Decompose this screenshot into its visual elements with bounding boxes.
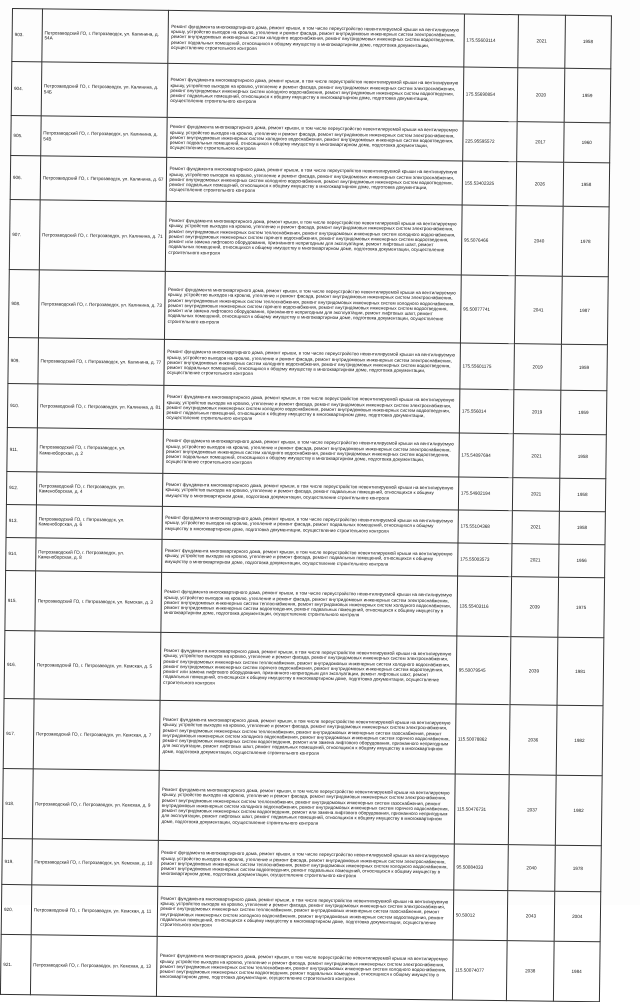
address-cell: Петрозаводский ГО, г. Петрозаводск, ул. Каменоборская, д. 4 xyxy=(36,472,163,507)
row-number: 919. xyxy=(2,838,32,884)
address-cell: Петрозаводский ГО, г. Петрозаводск, ул. Кемская, д. 3 xyxy=(35,571,162,633)
cost-cell: 115.50476731 xyxy=(454,774,509,845)
row-number: 920. xyxy=(1,884,31,934)
year-work-cell: 2021 xyxy=(513,478,560,512)
cost-cell: 175.55601175 xyxy=(460,343,515,390)
cost-cell: 175.55104368 xyxy=(458,510,513,544)
works-cell: Ремонт фундамента многоквартирного дома, ремонт крыши, в том числе переустройство невентилируемой крыши на вентилируемую крышу, устройство выходов на кровлю, утепление и ремонт фасада, ремонт внутридомовых инженерных систем электроснабжения, ремонт внутридомовых инженерных систем холодного водоснабжения, ремонт внутридомовых инженерных систем водоотведения, ремонт подвальных помещений, относящихся к общему имуществу в многоквартирном доме, подготовка документации, осуществление строительного контроля xyxy=(167,157,463,205)
works-cell: Ремонт фундамента многоквартирного дома, ремонт крыши, в том числе переустройство невентилируемой крыши на вентилируемую крышу, устройство выходов на кровлю, утепление и ремонт фасада, ремонт внутридомовых инженерных систем электроснабжения, ремонт внутридомовых инженерных систем холодного водоснабжения, ремонт внутридомовых инженерных систем водоотведения, ремонт подвальных помещений, относящихся к общему имуществу в многоквартирном доме, подготовка документации, осуществление строительного контроля xyxy=(167,117,463,161)
year-work-cell: 2043 xyxy=(507,891,554,942)
address-cell: Петрозаводский ГО, г. Петрозаводск, ул. Кемская, д. 5 xyxy=(34,631,161,701)
row-number: 904. xyxy=(11,62,42,116)
year-built-cell: 1982 xyxy=(556,705,603,776)
address-cell: Петрозаводский ГО, г. Петрозаводск, ул. Кемская, д. 7 xyxy=(33,699,160,771)
year-built-cell: 1959 xyxy=(564,68,611,123)
year-built-cell: 1978 xyxy=(562,206,609,277)
row-number: 906. xyxy=(10,155,40,199)
table-row xyxy=(12,9,612,69)
cost-cell: 175.55003573 xyxy=(457,543,512,577)
row-number: 907. xyxy=(9,199,40,269)
cost-cell: 115.50078862 xyxy=(455,704,510,775)
works-cell: Ремонт фундамента многоквартирного дома, ремонт крыши, в том числе переустройство невентилируемой крыши на вентилируемую крышу, устройство выходов на кровлю, утепление и ремонт фасада, ремонт внутридомовых инженерных систем электроснабжения, ремонт внутридомовых инженерных систем холодного водоснабжения, ремонт внутридомовых инженерных систем водоотведения, ремонт подвальных помещений, относящихся к общему имуществу в многоквартирном доме, подготовка документации, осуществление строительного контроля xyxy=(163,429,459,477)
cost-cell: 175.54902194 xyxy=(458,477,513,511)
year-built-cell: 1981 xyxy=(557,637,604,706)
cost-cell: 155.53402325 xyxy=(462,161,517,206)
cost-cell: 175.55603114 xyxy=(464,14,519,68)
year-work-cell: 2021 xyxy=(518,15,565,69)
works-cell: Ремонт фундамента многоквартирного дома, ремонт крыши, в том числе переустройство невентилируемой крыши на вентилируемую крышу, устройство выходов на кровлю, утепление и ремонт фасада, ремонт внутридомовых инженерных систем электроснабжения, ремонт внутридомовых инженерных систем теплоснабжения, ремонт внутридомовых инженерных систем холодного водоснабжения, ремонт внутридомовых инженерных систем водоотведения, ремонт подвальных помещений, относящихся к общему имуществу в многоквартирном доме, подготовка документации, осуществление строительного контроля xyxy=(157,936,453,1000)
year-work-cell: 2019 xyxy=(514,344,561,391)
year-built-cell: 1958 xyxy=(559,434,606,479)
row-number: 917. xyxy=(3,698,34,768)
year-built-cell: 1982 xyxy=(555,775,602,846)
address-cell: Петрозаводский ГО, г. Петрозаводск, ул. Кемская, д. 13 xyxy=(30,935,157,997)
address-cell: Петрозаводский ГО, г. Петрозаводск, ул. Калинина, д. 81 xyxy=(37,384,164,430)
address-cell: Петрозаводский ГО, г. Петрозаводск, ул. Кемская, д. 11 xyxy=(31,885,158,937)
year-built-cell: 1975 xyxy=(558,577,605,638)
address-cell: Петрозаводский ГО, г. Петрозаводск, ул. Калинина, д. 71 xyxy=(39,200,166,272)
table-row xyxy=(10,155,609,206)
cost-cell: 50.50012 xyxy=(453,890,508,941)
year-built-cell: 1958 xyxy=(559,511,606,545)
address-cell: Петрозаводский ГО, г. Петрозаводск, ул. Калинина, д. 54Б xyxy=(41,62,168,118)
year-work-cell: 2021 xyxy=(513,434,560,479)
address-cell: Петрозаводский ГО, г. Петрозаводск, ул. Калинина, д. 54А xyxy=(42,9,169,64)
address-cell: Петрозаводский ГО, г. Петрозаводск, ул. Кемская, д. 9 xyxy=(32,769,159,841)
year-built-cell: 2004 xyxy=(554,891,601,942)
year-built-cell: 1959 xyxy=(561,344,608,391)
row-number: 912. xyxy=(6,471,36,504)
table-row xyxy=(3,698,603,775)
year-work-cell: 2040 xyxy=(516,206,563,277)
works-cell: Ремонт фундамента многоквартирного дома, ремонт крыши, в том числе переустройство невентилируемой крыши на вентилируемую крышу, устройство выходов на кровлю, утепление и ремонт фасада, ремонт внутридомовых инженерных систем электроснабжения, ремонт внутридомовых инженерных систем теплоснабжения, ремонт внутридомовых инженерных систем холодного водоснабжения, ремонт внутридомовых инженерных систем горячего водоснабжения, ремонт внутридомовых инженерных систем водоотведения, ремонт или замена лифтового оборудования, признанного непригодным для эксплуатации, ремонт лифтовых шахт, ремонт подвальных помещений, относящихся к общему имуществу в многоквартирном доме, подготовка документации, осуществление строительного контроля xyxy=(165,271,461,343)
year-built-cell: 1978 xyxy=(554,845,601,892)
row-number: 910. xyxy=(7,383,37,427)
year-work-cell: 2019 xyxy=(514,390,561,435)
works-cell: Ремонт фундамента многоквартирного дома, ремонт крыши, в том числе переустройство невентилируемой крыши на вентилируемую крышу, устройство выходов на кровлю, утепление и ремонт фасада, ремонт внутридомовых инженерных систем электроснабжения, ремонт внутридомовых инженерных систем теплоснабжения, ремонт внутридомовых инженерных систем холодного водоснабжения, ремонт внутридомовых инженерных систем горячего водоснабжения, ремонт внутридомовых инженерных систем водоотведения, ремонт или замена лифтового оборудования, признанного непригодным для эксплуатации, ремонт лифтовых шахт, ремонт подвальных помещений, относящихся к общему имуществу в многоквартирном доме, подготовка документации, осуществление строительного контроля xyxy=(160,632,456,704)
row-number: 916. xyxy=(4,630,35,698)
year-work-cell: 2041 xyxy=(515,276,562,345)
works-cell: Ремонт фундамента многоквартирного дома, ремонт крыши, в том числе переустройство невентилируемой крыши на вентилируемую крышу, устройство выходов на кровлю, утепление и ремонт фасада, ремонт подвальных помещений, относящихся к общему имуществу в многоквартирном доме, подготовка документации, осуществление строительного контроля xyxy=(163,473,459,510)
row-number: 914. xyxy=(6,537,36,570)
year-work-cell: 2040 xyxy=(508,845,555,892)
year-work-cell: 2017 xyxy=(517,122,564,163)
year-work-cell: 2026 xyxy=(516,162,563,207)
row-number: 921. xyxy=(0,934,31,994)
cost-cell: 95.50077741 xyxy=(460,275,515,344)
address-cell: Петрозаводский ГО, г. Петрозаводск, ул. Каменоборская, д. 6 xyxy=(36,505,163,540)
row-number: 913. xyxy=(6,504,36,537)
year-work-cell: 2036 xyxy=(510,705,557,776)
cost-cell: 175.55690854 xyxy=(463,67,518,122)
cost-cell: 225.95595572 xyxy=(462,121,517,162)
address-cell: Петрозаводский ГО, г. Петрозаводск, ул. Каменоборская, д. 2 xyxy=(37,428,164,474)
cost-cell: 135.55403116 xyxy=(457,576,512,637)
row-number: 918. xyxy=(2,768,33,838)
year-built-cell: 1958 xyxy=(559,478,606,512)
year-work-cell: 2039 xyxy=(510,637,557,706)
capital-repair-table xyxy=(0,8,612,1002)
row-number: 908. xyxy=(8,269,39,337)
year-built-cell: 1958 xyxy=(564,15,611,69)
table-row xyxy=(7,383,606,434)
year-work-cell: 2039 xyxy=(511,577,558,638)
table-row xyxy=(11,62,611,123)
year-built-cell: 1958 xyxy=(563,162,610,207)
row-number: 903. xyxy=(12,9,42,62)
cost-cell: 95.50079545 xyxy=(456,636,511,705)
works-cell: Ремонт фундамента многоквартирного дома, ремонт крыши, в том числе переустройство невентилируемой крыши на вентилируемую крышу, устройство выходов на кровлю, утепление и ремонт фасада, ремонт внутридомовых инженерных систем электроснабжения, ремонт внутридомовых инженерных систем холодного водоснабжения, ремонт внутридомовых инженерных систем водоотведения, ремонт подвальных помещений, относящихся к общему имуществу в многоквартирном доме, подготовка документации, осуществление строительного контроля xyxy=(164,385,460,433)
year-work-cell: 2037 xyxy=(509,775,556,846)
year-built-cell: 1960 xyxy=(563,122,610,163)
table-row xyxy=(8,269,608,344)
table-row xyxy=(1,884,601,941)
cost-cell: 175.54897694 xyxy=(459,433,514,478)
table-row xyxy=(8,337,608,390)
works-cell: Ремонт фундамента многоквартирного дома, ремонт крыши, в том числе переустройство невентилируемой крыши на вентилируемую крышу, устройство выходов на кровлю, утепление и ремонт фасада, ремонт внутридомовых инженерных систем электроснабжения, ремонт внутридомовых инженерных систем холодного водоснабжения, ремонт внутридомовых инженерных систем водоотведения, ремонт подвальных помещений, относящихся к общему имуществу в многоквартирном доме, подготовка документации, осуществление строительного контроля xyxy=(168,10,464,67)
table-row xyxy=(4,630,604,705)
works-cell: Ремонт фундамента многоквартирного дома, ремонт крыши, в том числе переустройство невентилируемой крыши на вентилируемую крышу, устройство выходов на кровлю, утепление и ремонт фасада, ремонт подвальных помещений, относящихся к общему имуществу в многоквартирном доме, подготовка документации, осуществление строительного контроля xyxy=(162,539,458,576)
year-work-cell: 2020 xyxy=(517,68,564,123)
address-cell: Петрозаводский ГО, г. Петрозаводск, ул. Калинина, д. 54В xyxy=(41,116,168,158)
table-row xyxy=(0,934,600,1001)
cost-cell: 175.556014 xyxy=(459,389,514,434)
works-cell: Ремонт фундамента многоквартирного дома, ремонт крыши, в том числе переустройство невентилируемой крыши на вентилируемую крышу, устройство выходов на кровлю, утепление и ремонт фасада, ремонт внутридомовых инженерных систем электроснабжения, ремонт внутридомовых инженерных систем теплоснабжения, ремонт внутридомовых инженерных систем газоснабжения, ремонт внутридомовых инженерных систем холодного водоснабжения, ремонт внутридомовых инженерных систем водоотведения, ремонт подвальных помещений, относящихся к общему имуществу в многоквартирном доме, подготовка документации, осуществление строительного контроля xyxy=(158,886,454,940)
row-number: 909. xyxy=(8,337,38,383)
year-work-cell: 2021 xyxy=(512,544,559,578)
works-cell: Ремонт фундамента многоквартирного дома, ремонт крыши, в том числе переустройство невентилируемой крыши на вентилируемую крышу, устройство выходов на кровлю, утепление и ремонт фасада, ремонт внутридомовых инженерных систем электроснабжения, ремонт внутридомовых инженерных систем теплоснабжения, ремонт внутридомовых инженерных систем газоснабжения, ремонт внутридомовых инженерных систем холодного водоснабжения, ремонт внутридомовых инженерных систем горячего водоснабжения, ремонт внутридомовых инженерных систем водоотведения, ремонт или замена лифтового оборудования, признанного непригодным для эксплуатации, ремонт лифтовых шахт, ремонт подвальных помещений, относящихся к общему имуществу в многоквартирном доме, подготовка документации, осуществление строительного контроля xyxy=(159,770,455,844)
address-cell: Петрозаводский ГО, г. Петрозаводск, ул. Калинина, д. 67 xyxy=(40,156,167,202)
year-built-cell: 1959 xyxy=(560,390,607,435)
works-cell: Ремонт фундамента многоквартирного дома, ремонт крыши, в том числе переустройство невентилируемой крыши на вентилируемую крышу, устройство выходов на кровлю, утепление и ремонт фасада, ремонт внутридомовых инженерных систем электроснабжения, ремонт внутридомовых инженерных систем теплоснабжения, ремонт внутридомовых инженерных систем холодного водоснабжения, ремонт внутридомовых инженерных систем горячего водоснабжения, ремонт внутридомовых инженерных систем водоотведения, ремонт или замена лифтового оборудования, признанного непригодным для эксплуатации, ремонт лифтовых шахт, ремонт подвальных помещений, относящихся к общему имуществу в многоквартирном доме, подготовка документации, осуществление строительного контроля xyxy=(166,201,462,275)
address-cell: Петрозаводский ГО, г. Петрозаводск, ул. Калинина, д. 77 xyxy=(38,338,165,386)
works-cell: Ремонт фундамента многоквартирного дома, ремонт крыши, в том числе переустройство невентилируемой крыши на вентилируемую крышу, устройство выходов на кровлю, утепление и ремонт фасада, ремонт внутридомовых инженерных систем электроснабжения, ремонт внутридомовых инженерных систем холодного водоснабжения, ремонт внутридомовых инженерных систем водоотведения, ремонт подвальных помещений, относящихся к общему имуществу в многоквартирном доме, подготовка документации, осуществление строительного контроля xyxy=(164,339,460,389)
works-cell: Ремонт фундамента многоквартирного дома, ремонт крыши, в том числе переустройство невентилируемой крыши на вентилируемую крышу, устройство выходов на кровлю, утепление и ремонт фасада, ремонт внутридомовых инженерных систем электроснабжения, ремонт внутридомовых инженерных систем теплоснабжения, ремонт внутридомовых инженерных систем газоснабжения, ремонт внутридомовых инженерных систем холодного водоснабжения, ремонт внутридомовых инженерных систем горячего водоснабжения, ремонт внутридомовых инженерных систем водоотведения, ремонт или замена лифтового оборудования, признанного непригодным для эксплуатации, ремонт лифтовых шахт, ремонт подвальных помещений, относящихся к общему имуществу в многоквартирном доме, подготовка документации, осуществление строительного контроля xyxy=(160,700,456,774)
address-cell: Петрозаводский ГО, г. Петрозаводск, ул. Калинина, д. 73 xyxy=(38,270,165,340)
table-row xyxy=(9,199,609,276)
year-built-cell: 1956 xyxy=(558,544,605,578)
table-row xyxy=(7,427,606,478)
year-built-cell: 1987 xyxy=(561,276,608,345)
table-row xyxy=(2,768,602,845)
year-work-cell: 2021 xyxy=(512,511,559,545)
works-cell: Ремонт фундамента многоквартирного дома, ремонт крыши, в том числе переустройство невентилируемой крыши на вентилируемую крышу, устройство выходов на кровлю, утепление и ремонт фасада, ремонт внутридомовых инженерных систем электроснабжения, ремонт внутридомовых инженерных систем теплоснабжения, ремонт внутридомовых инженерных систем холодного водоснабжения, ремонт внутридомовых инженерных систем водоотведения, ремонт подвальных помещений, относящихся к общему имуществу в многоквартирном доме, подготовка документации, осуществление строительного контроля xyxy=(161,572,457,636)
year-built-cell: 1984 xyxy=(553,941,600,1002)
table-row xyxy=(5,570,605,637)
row-number: 905. xyxy=(11,115,41,155)
cost-cell: 115.50074077 xyxy=(452,940,507,1001)
year-work-cell: 2038 xyxy=(507,941,554,1002)
works-cell: Ремонт фундамента многоквартирного дома, ремонт крыши, в том числе переустройство невентилируемой крыши на вентилируемую крышу, устройство выходов на кровлю, утепление и ремонт фасада, ремонт подвальных помещений, относящихся к общему имуществу в многоквартирном доме, подготовка документации, осуществление строительного контроля xyxy=(162,506,458,543)
row-number: 915. xyxy=(5,570,36,630)
address-cell: Петрозаводский ГО, г. Петрозаводск, ул. Каменоборская, д. 8 xyxy=(35,538,162,573)
table-body xyxy=(0,9,611,1002)
row-number: 911. xyxy=(7,427,37,471)
works-cell: Ремонт фундамента многоквартирного дома, ремонт крыши, в том числе переустройство невентилируемой крыши на вентилируемую крышу, устройство выходов на кровлю, утепление и ремонт фасада, ремонт внутридомовых инженерных систем электроснабжения, ремонт внутридомовых инженерных систем холодного водоснабжения, ремонт внутридомовых инженерных систем водоотведения, ремонт подвальных помещений, относящихся к общему имуществу в многоквартирном доме, подготовка документации, осуществление строительного контроля xyxy=(168,63,464,121)
table-row xyxy=(2,838,602,891)
works-cell: Ремонт фундамента многоквартирного дома, ремонт крыши, в том числе переустройство невентилируемой крыши на вентилируемую крышу, устройство выходов на кровлю, утепление и ремонт фасада, ремонт внутридомовых инженерных систем электроснабжения, ремонт внутридомовых инженерных систем теплоснабжения, ремонт внутридомовых инженерных систем холодного водоснабжения, ремонт внутридомовых инженерных систем водоотведения, ремонт подвальных помещений, относящихся к общему имуществу в многоквартирном доме, подготовка документации, осуществление строительного контроля xyxy=(158,840,454,890)
cost-cell: 95.50084033 xyxy=(454,844,509,891)
address-cell: Петрозаводский ГО, г. Петрозаводск, ул. Кемская, д. 10 xyxy=(32,839,159,887)
cost-cell: 95.5076466 xyxy=(461,205,516,276)
